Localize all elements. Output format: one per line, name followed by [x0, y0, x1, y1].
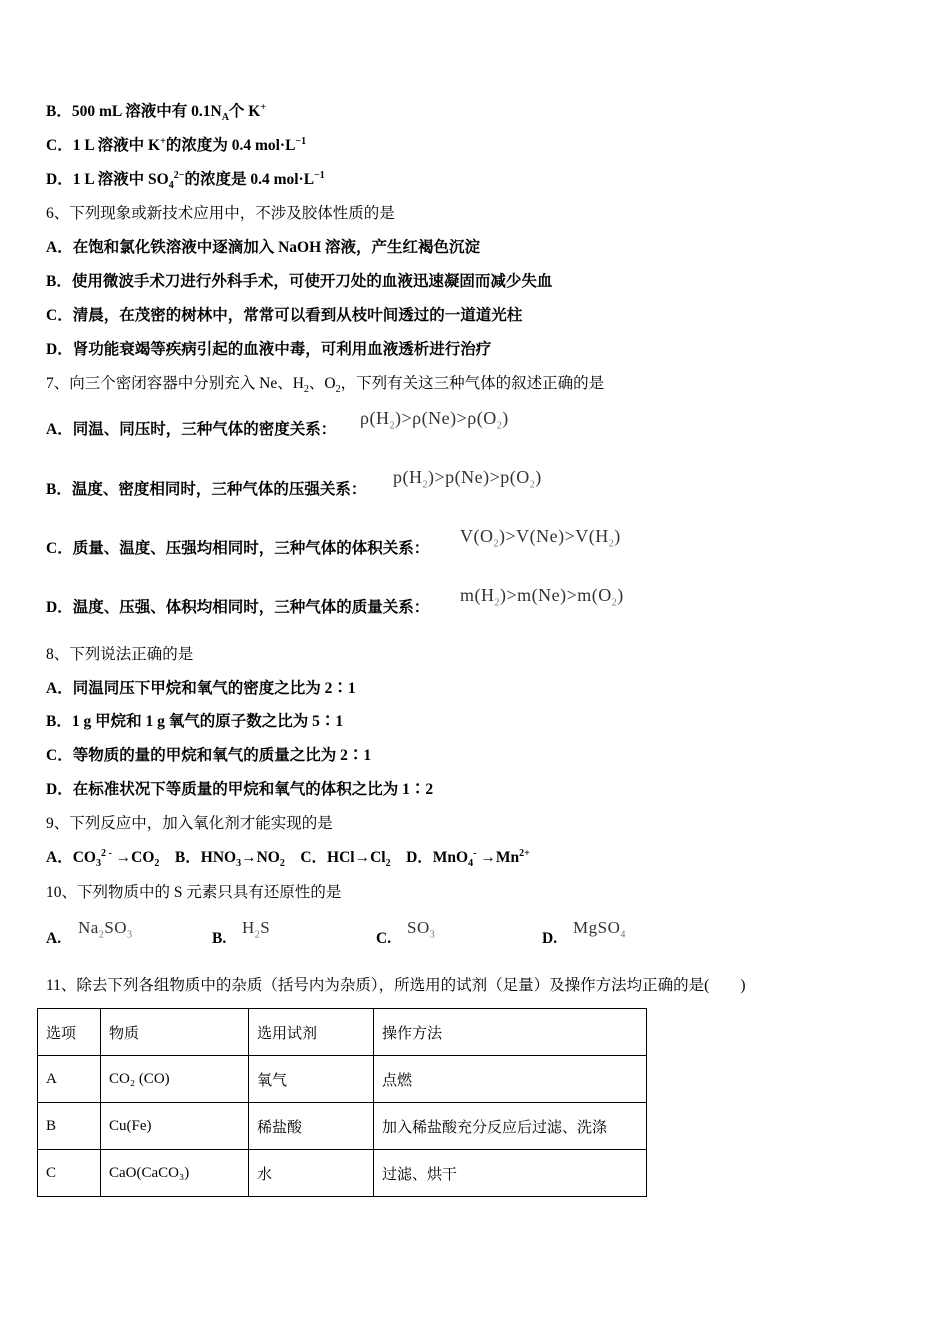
text-segment: ) — [502, 408, 509, 428]
superscript: 2− — [173, 169, 185, 181]
text-segment: C．质量、温度、压强均相同时，三种气体的体积关系： — [46, 540, 430, 557]
subscript: 3 — [127, 929, 133, 941]
table-header: 物质 — [101, 1009, 249, 1056]
option-line — [46, 480, 366, 500]
text-segment: →NO — [241, 849, 280, 866]
table-cell: B — [38, 1103, 101, 1150]
superscript: + — [160, 135, 166, 147]
text-segment: )>p(Ne)>p(O — [428, 467, 530, 487]
subscript: 3 — [95, 858, 101, 870]
table-cell: 稀盐酸 — [249, 1103, 374, 1150]
text-segment: SO — [104, 918, 128, 937]
formula — [573, 918, 626, 941]
table-cell: 加入稀盐酸充分反应后过滤、洗涤 — [374, 1103, 647, 1150]
text-segment: 11、除去下列各组物质中的杂质（括号内为杂质），所选用的试剂（足量）及操作方法均正确的是( ) — [46, 977, 746, 994]
text-segment: C．等物质的量的甲烷和氧气的质量之比为 2∶1 — [46, 747, 372, 764]
superscript: −1 — [314, 169, 325, 181]
text-segment: D．在标准状况下等质量的甲烷和氧气的体积之比为 1∶2 — [46, 781, 434, 798]
table-cell: 水 — [249, 1150, 374, 1197]
text-segment: 9、下列反应中，加入氧化剂才能实现的是 — [46, 815, 333, 832]
formula — [360, 408, 509, 432]
text-segment: C．1 L 溶液中 K — [46, 137, 161, 154]
option-line — [46, 712, 343, 732]
option-line — [46, 598, 429, 618]
option-label: B. — [212, 930, 227, 947]
option-label: A. — [46, 930, 62, 947]
subscript: 4 — [168, 180, 174, 192]
text-segment: 个 K — [228, 103, 261, 120]
text-segment: D．1 L 溶液中 SO — [46, 171, 169, 188]
question-line — [46, 883, 341, 903]
text-segment: 的浓度是 0.4 mol·L — [184, 171, 315, 188]
subscript: 2 — [389, 420, 395, 432]
subscript: 3 — [429, 929, 436, 941]
option-line — [46, 848, 530, 868]
subscript: 2 — [335, 384, 341, 396]
table-cell: Cu(Fe) — [101, 1103, 249, 1150]
subscript: 2 — [303, 384, 309, 396]
text-segment: 的浓度为 0.4 mol·L — [165, 137, 296, 154]
option-line — [46, 170, 325, 190]
text-segment: C．HCl→Cl — [284, 849, 386, 866]
text-segment: )>V(Ne)>V(H — [499, 526, 609, 546]
question-line — [46, 814, 333, 834]
text-segment: B．1 g 甲烷和 1 g 氧气的原子数之比为 5∶1 — [46, 713, 344, 730]
option-line — [46, 340, 491, 360]
text-segment: D．肾功能衰竭等疾病引起的血液中毒，可利用血液透析进行治疗 — [46, 341, 492, 358]
formula — [242, 918, 271, 941]
text-segment: 10、下列物质中的 S 元素只具有还原性的是 — [46, 884, 342, 901]
superscript: −1 — [295, 135, 307, 147]
subscript: 2 — [422, 479, 428, 491]
superscript: - — [473, 847, 477, 859]
text-segment: SO — [407, 918, 430, 937]
text-segment: p(H — [393, 467, 423, 487]
subscript: 2 — [611, 597, 618, 609]
formula — [78, 918, 133, 941]
question-line — [46, 976, 746, 996]
text-segment: 、O — [308, 375, 336, 392]
table-cell: 点燃 — [374, 1056, 647, 1103]
option-label: D. — [542, 930, 558, 947]
subscript: 2 — [279, 858, 285, 870]
table-cell: C — [38, 1150, 101, 1197]
text-segment: A．在饱和氯化铁溶液中逐滴加入 NaOH 溶液，产生红褐色沉淀 — [46, 239, 481, 256]
text-segment: B．500 mL 溶液中有 0.1N — [46, 103, 222, 120]
subscript: 2 — [98, 929, 105, 941]
text-segment: C．清晨，在茂密的树林中，常常可以看到从枝叶间透过的一道道光柱 — [46, 307, 523, 324]
text-segment: )>ρ(Ne)>ρ(O — [394, 408, 497, 428]
text-segment: D．MnO — [390, 849, 469, 866]
subscript: 2 — [529, 479, 536, 491]
subscript: 2 — [493, 538, 499, 550]
formula — [407, 918, 436, 941]
text-segment: MgSO — [573, 918, 621, 937]
formula — [460, 585, 624, 609]
option-label: C. — [376, 930, 392, 947]
text-segment: 7、向三个密闭容器中分别充入 Ne、H — [46, 375, 304, 392]
text-segment: →Mn — [476, 849, 520, 866]
formula — [393, 467, 542, 491]
text-segment: B．温度、密度相同时，三种气体的压强关系： — [46, 481, 367, 498]
table-row — [38, 1150, 647, 1197]
superscript: 2 - — [100, 847, 112, 859]
text-segment: )>m(Ne)>m(O — [500, 585, 612, 605]
text-segment: 8、下列说法正确的是 — [46, 646, 194, 663]
text-segment: ，下列有关这三种气体的叙述正确的是 — [340, 375, 605, 392]
text-segment: S — [260, 918, 271, 937]
table-cell: A — [38, 1056, 101, 1103]
option-line — [46, 136, 306, 156]
option-line — [46, 746, 371, 766]
option-line — [46, 306, 522, 326]
subscript: 2 — [608, 538, 615, 550]
question-line — [46, 374, 604, 394]
option-line — [46, 539, 429, 559]
subscript: 2 — [154, 858, 160, 870]
table-header: 操作方法 — [374, 1009, 647, 1056]
text-segment: B．使用微波手术刀进行外科手术，可使开刀处的血液迅速凝固而减少失血 — [46, 273, 553, 290]
option-line — [46, 272, 552, 292]
subscript: 4 — [620, 929, 626, 941]
option-line — [46, 420, 336, 440]
text-segment: ρ(H — [360, 408, 390, 428]
text-segment: A．同温同压下甲烷和氧气的密度之比为 2∶1 — [46, 680, 356, 697]
text-segment: A．同温、同压时，三种气体的密度关系： — [46, 421, 337, 438]
text-segment: A．CO — [46, 849, 96, 866]
table-row — [38, 1056, 647, 1103]
option-line — [46, 238, 480, 258]
table-cell: CO₂ (CO) — [101, 1056, 249, 1103]
table-cell: CaO(CaCO₃) — [101, 1150, 249, 1197]
subscript: A — [221, 112, 229, 124]
formula — [460, 526, 621, 550]
table-cell: 过滤、烘干 — [374, 1150, 647, 1197]
subscript: 2 — [385, 858, 391, 870]
text-segment: m(H — [460, 585, 495, 605]
subscript: 3 — [236, 858, 242, 870]
subscript: 4 — [468, 858, 474, 870]
table-row — [38, 1103, 647, 1150]
text-segment: D．温度、压强、体积均相同时，三种气体的质量关系： — [46, 599, 430, 616]
text-segment: ) — [617, 585, 624, 605]
text-segment: →CO — [111, 849, 155, 866]
question-line — [46, 645, 193, 665]
option-line — [46, 679, 356, 699]
text-segment: Na — [78, 918, 99, 937]
superscript: 2+ — [519, 847, 530, 859]
table-header: 选用试剂 — [249, 1009, 374, 1056]
text-segment: H — [242, 918, 255, 937]
text-segment: V(O — [460, 526, 494, 546]
option-line — [46, 780, 433, 800]
text-segment: 6、下列现象或新技术应用中，不涉及胶体性质的是 — [46, 205, 395, 222]
option-line — [46, 102, 266, 122]
table-header-row — [38, 1009, 647, 1056]
subscript: 2 — [494, 597, 500, 609]
table-header: 选项 — [38, 1009, 101, 1056]
superscript: + — [260, 101, 267, 113]
answer-table — [37, 1008, 647, 1197]
text-segment: B．HNO — [159, 849, 237, 866]
text-segment: ) — [614, 526, 621, 546]
subscript: 2 — [254, 929, 261, 941]
question-line — [46, 204, 395, 224]
text-segment: ) — [535, 467, 542, 487]
table-cell: 氧气 — [249, 1056, 374, 1103]
subscript: 2 — [496, 420, 503, 432]
